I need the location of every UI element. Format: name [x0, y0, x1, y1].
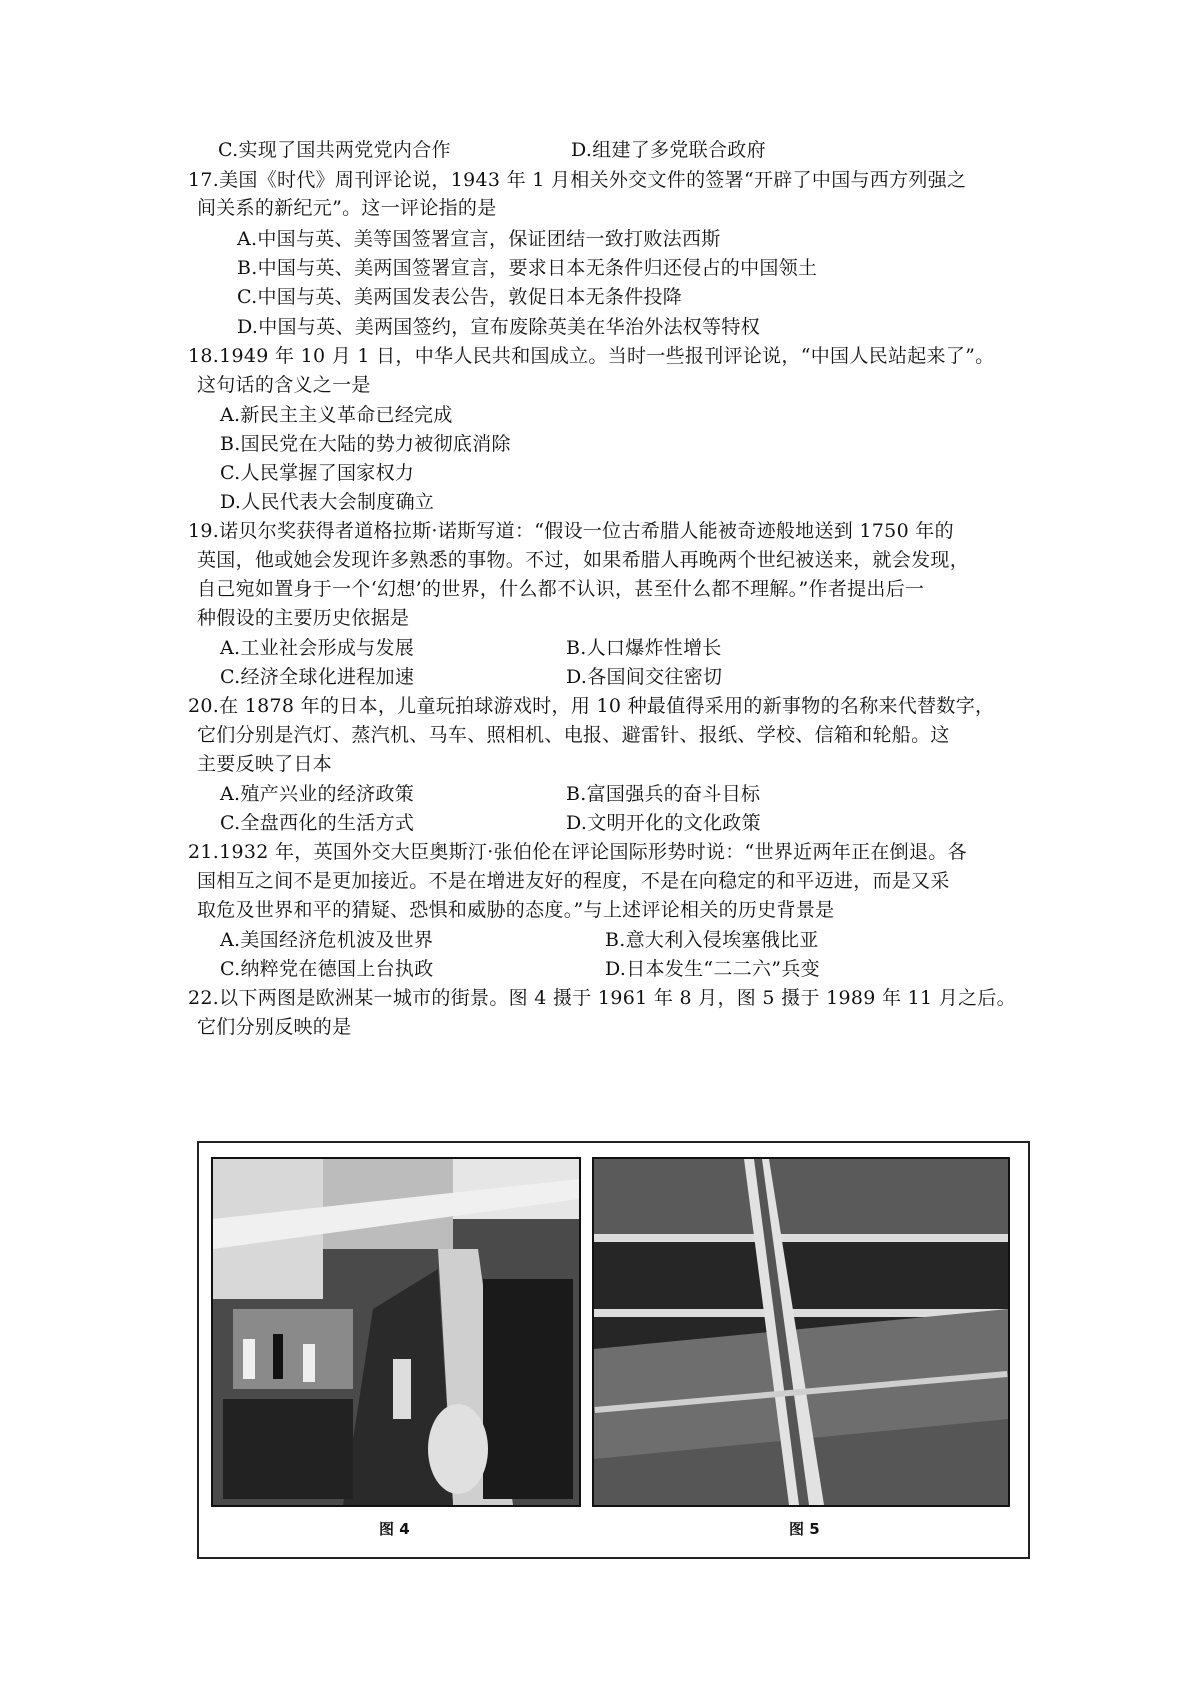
figure-4-street-scene-image — [213, 1159, 579, 1505]
q21-stem-line3: 取危及世界和平的猜疑、恐惧和威胁的态度。”与上述评论相关的历史背景是 — [197, 899, 835, 921]
q19-option-b: B.人口爆炸性增长 — [566, 637, 722, 659]
q19-stem-line4: 种假设的主要历史依据是 — [197, 607, 410, 629]
q19-stem-line2: 英国，他或她会发现许多熟悉的事物。不过，如果希腊人再晚两个世纪被送来，就会发现， — [197, 549, 970, 571]
figure-5-caption: 图 5 — [789, 1520, 820, 1538]
q16-option-d: D.组建了多党联合政府 — [571, 139, 766, 161]
q20-stem-line2: 它们分别是汽灯、蒸汽机、马车、照相机、电报、避雷针、报纸、学校、信箱和轮船。这 — [197, 724, 950, 746]
q18-stem-line2: 这句话的含义之一是 — [197, 374, 371, 396]
q18-option-a: A.新民主主义革命已经完成 — [220, 404, 453, 426]
q17-option-a: A.中国与英、美等国签署宣言，保证团结一致打败法西斯 — [237, 228, 721, 250]
q20-option-d: D.文明开化的文化政策 — [566, 812, 761, 834]
q16-option-c: C.实现了国共两党党内合作 — [218, 139, 451, 161]
figure-panel — [197, 1141, 1030, 1559]
q18-stem-line1: 18.1949 年 10 月 1 日，中华人民共和国成立。当时一些报刊评论说，“中国人民站起来了”。 — [188, 345, 995, 367]
figure-5-photo — [592, 1157, 1010, 1507]
q21-stem-line1: 21.1932 年，英国外交大臣奥斯汀·张伯伦在评论国际形势时说：“世界近两年正在倒退。各 — [188, 841, 967, 863]
q20-stem-line3: 主要反映了日本 — [197, 753, 333, 775]
figure-4-caption: 图 4 — [379, 1520, 410, 1538]
q18-option-b: B.国民党在大陆的势力被彻底消除 — [220, 433, 511, 455]
q20-stem-line1: 20.在 1878 年的日本，儿童玩拍球游戏时，用 10 种最值得采用的新事物的名称来代替数字， — [188, 695, 995, 717]
figure-4-photo — [211, 1157, 581, 1507]
q22-stem-line2: 它们分别反映的是 — [197, 1016, 352, 1038]
q21-stem-line2: 国相互之间不是更加接近。不是在增进友好的程度，不是在向稳定的和平迈进，而是又采 — [197, 870, 950, 892]
q21-option-d: D.日本发生“二二六”兵变 — [605, 958, 820, 980]
q19-option-c: C.经济全球化进程加速 — [220, 666, 415, 688]
q17-option-d: D.中国与英、美两国签约，宣布废除英美在华治外法权等特权 — [237, 316, 760, 338]
q22-stem-line1: 22.以下两图是欧洲某一城市的街景。图 4 摄于 1961 年 8 月，图 5 摄于 1989 年 11 月之后。 — [188, 987, 1016, 1009]
figure-5-street-scene-image — [594, 1159, 1008, 1505]
q19-stem-line1: 19.诺贝尔奖获得者道格拉斯·诺斯写道：“假设一位古希腊人能被奇迹般地送到 1750 年的 — [188, 520, 954, 542]
q20-option-a: A.殖产兴业的经济政策 — [220, 783, 415, 805]
q18-option-d: D.人民代表大会制度确立 — [220, 491, 435, 513]
q17-stem-line2: 间关系的新纪元”。这一评论指的是 — [197, 197, 497, 219]
q20-option-c: C.全盘西化的生活方式 — [220, 812, 415, 834]
q19-stem-line3: 自己宛如置身于一个‘幻想’的世界，什么都不认识，甚至什么都不理解。”作者提出后一 — [197, 578, 925, 600]
q17-option-c: C.中国与英、美两国发表公告，敦促日本无条件投降 — [237, 286, 683, 308]
q21-option-a: A.美国经济危机波及世界 — [220, 929, 434, 951]
q17-stem-line1: 17.美国《时代》周刊评论说，1943 年 1 月相关外交文件的签署“开辟了中国与西方列强之 — [188, 169, 967, 191]
q21-option-c: C.纳粹党在德国上台执政 — [220, 958, 434, 980]
q18-option-c: C.人民掌握了国家权力 — [220, 462, 415, 484]
q19-option-a: A.工业社会形成与发展 — [220, 637, 415, 659]
q19-option-d: D.各国间交往密切 — [566, 666, 723, 688]
q21-option-b: B.意大利入侵埃塞俄比亚 — [605, 929, 819, 951]
q17-option-b: B.中国与英、美两国签署宣言，要求日本无条件归还侵占的中国领土 — [237, 257, 818, 279]
q20-option-b: B.富国强兵的奋斗目标 — [566, 783, 761, 805]
